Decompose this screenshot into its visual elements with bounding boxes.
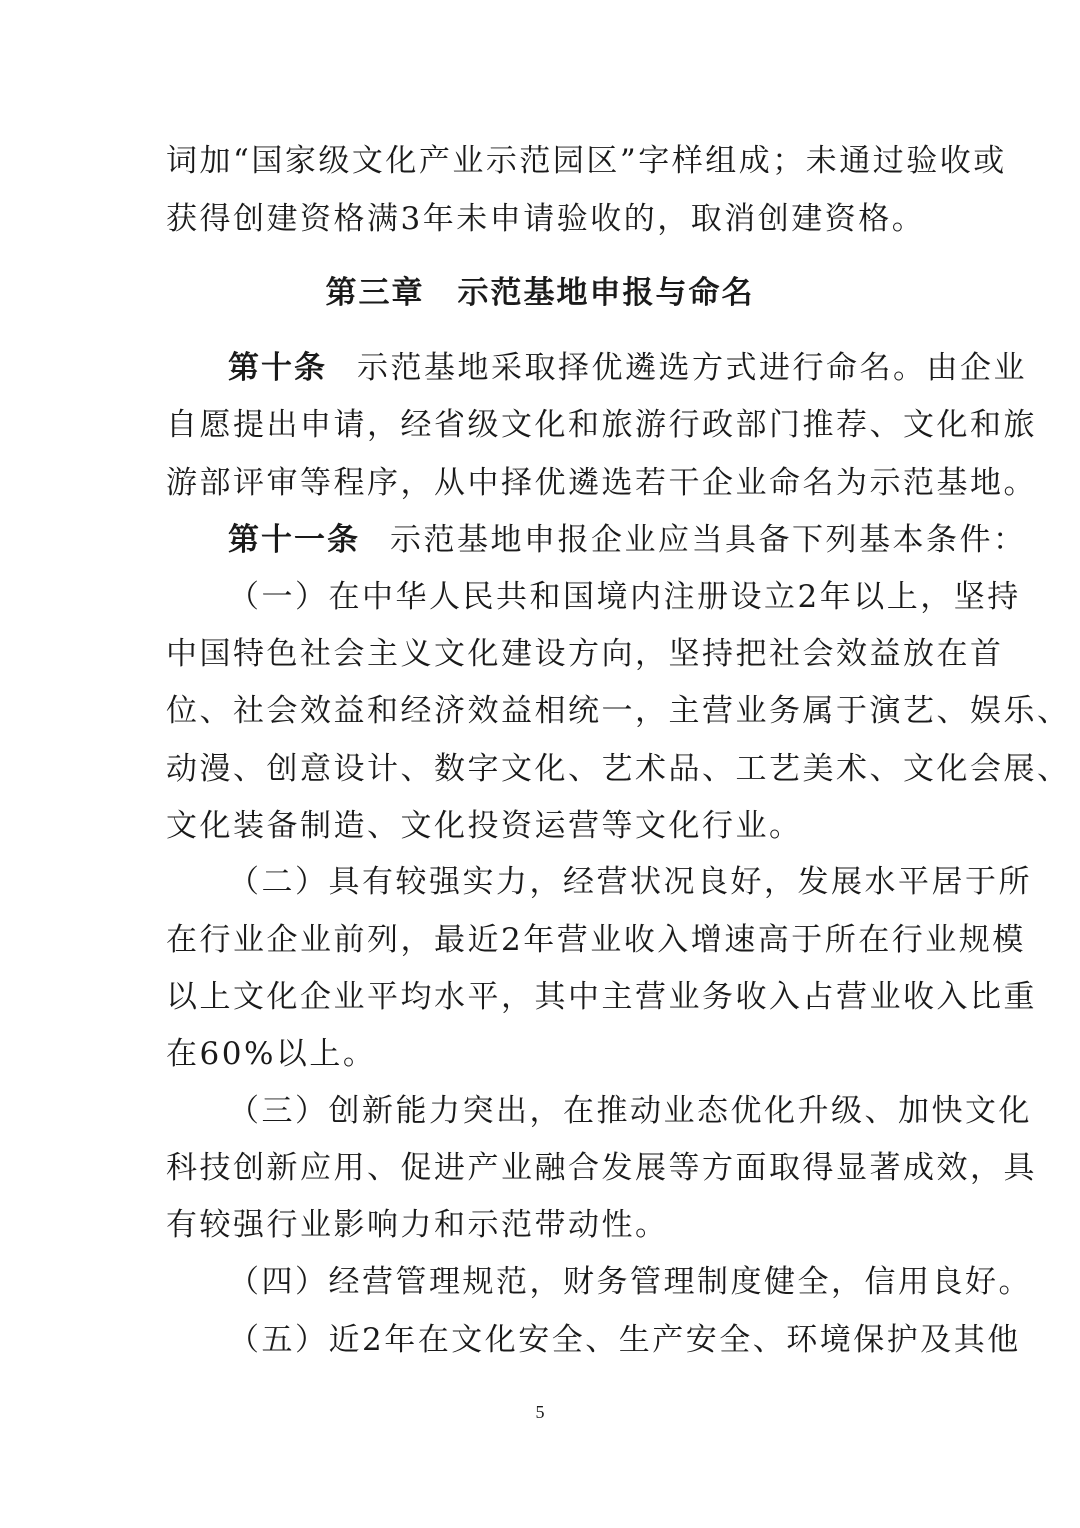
text-line: 动漫、创意设计、数字文化、艺术品、工艺美术、文化会展、 <box>166 751 1071 787</box>
text-line: 在行业企业前列，最近2年营业收入增速高于所在行业规模 <box>166 922 1026 958</box>
text-line: （四）经营管理规范，财务管理制度健全，信用良好。 <box>228 1264 1032 1300</box>
text-line: 文化装备制造、文化投资运营等文化行业。 <box>166 808 803 844</box>
chapter-heading: 第三章 示范基地申报与命名 <box>325 275 755 311</box>
article-10-text: 示范基地采取择优遴选方式进行命名。由企业 <box>357 350 1027 386</box>
text-line: 自愿提出申请，经省级文化和旅游行政部门推荐、文化和旅 <box>166 407 1037 443</box>
article-11-text: 示范基地申报企业应当具备下列基本条件： <box>390 522 1027 558</box>
text-line: 游部评审等程序，从中择优遴选若干企业命名为示范基地。 <box>166 465 1037 501</box>
text-line: 获得创建资格满3年未申请验收的，取消创建资格。 <box>166 201 926 237</box>
text-line: （三）创新能力突出，在推动业态优化升级、加快文化 <box>228 1093 1032 1129</box>
text-line: 中国特色社会主义文化建设方向，坚持把社会效益放在首 <box>166 636 1004 672</box>
article-11-first-line <box>228 520 1027 560</box>
text-line: 词加“国家级文化产业示范园区”字样组成；未通过验收或 <box>166 143 1007 179</box>
text-line: （一）在中华人民共和国境内注册设立2年以上，坚持 <box>228 579 1021 615</box>
text-line: （五）近2年在文化安全、生产安全、环境保护及其他 <box>228 1322 1021 1358</box>
article-10-label: 第十条 <box>228 350 327 386</box>
text-line: 科技创新应用、促进产业融合发展等方面取得显著成效，具 <box>166 1150 1037 1186</box>
text-line: 有较强行业影响力和示范带动性。 <box>166 1207 669 1243</box>
article-11-label: 第十一条 <box>228 522 360 558</box>
text-line: 位、社会效益和经济效益相统一，主营业务属于演艺、娱乐、 <box>166 693 1071 729</box>
text-line: 以上文化企业平均水平，其中主营业务收入占营业收入比重 <box>166 979 1037 1015</box>
article-10-first-line <box>228 348 1027 388</box>
page-number: 5 <box>535 1402 545 1422</box>
text-line: 在60%以上。 <box>166 1036 377 1072</box>
text-line: （二）具有较强实力，经营状况良好，发展水平居于所 <box>228 864 1032 900</box>
